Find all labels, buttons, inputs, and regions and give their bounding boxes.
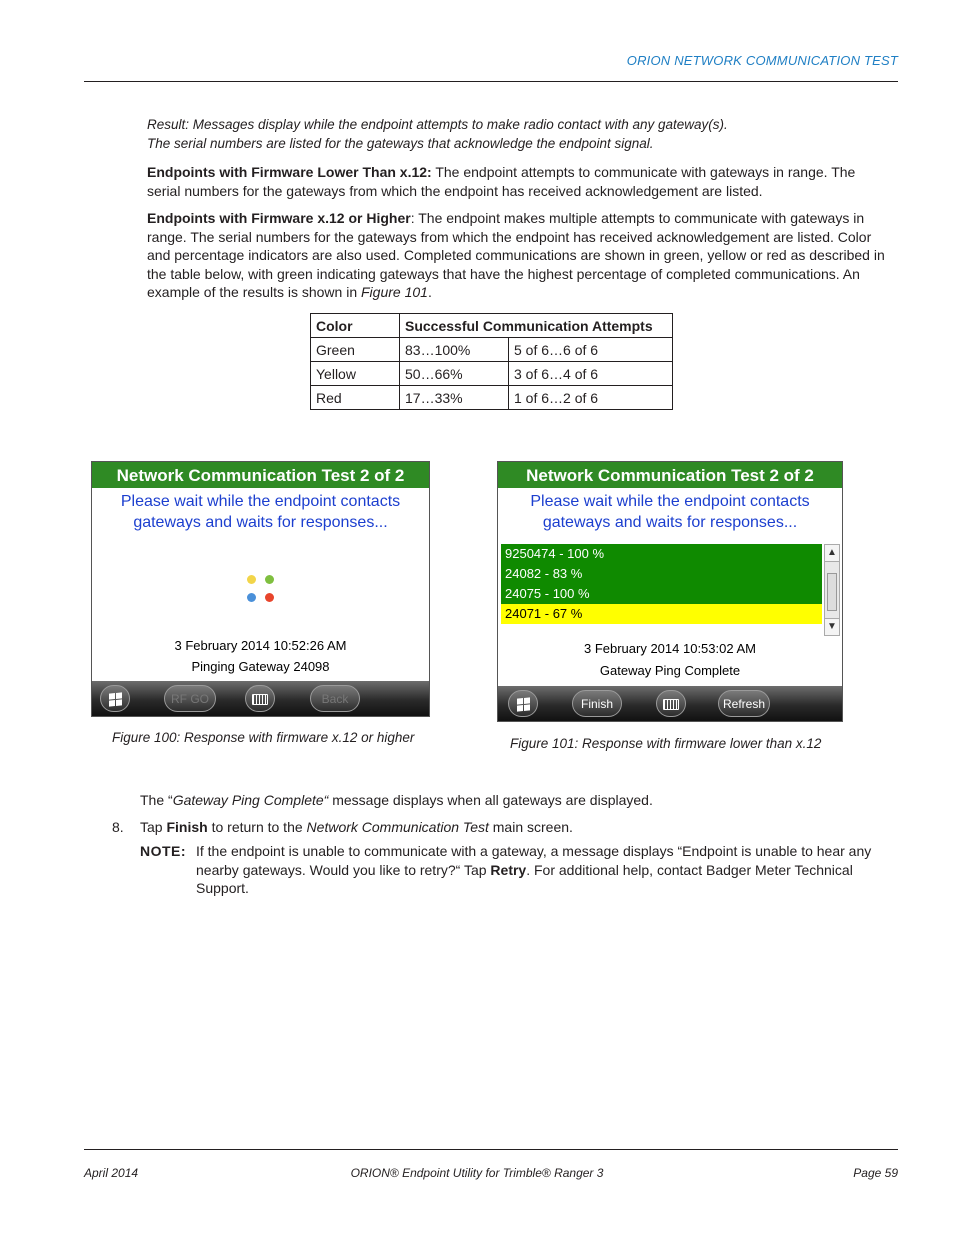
list-item[interactable]: 24071 - 67 % [501,604,822,624]
table-cell: 5 of 6…6 of 6 [509,338,673,362]
table-cell: Yellow [311,362,400,386]
start-button[interactable] [508,690,538,717]
table-cell: Red [311,386,400,410]
wait-line-2: gateways and waits for responses... [133,514,388,531]
note-retry: Retry [490,861,527,878]
gateway-complete-rest: message displays when all gateways are displayed. [328,792,653,808]
list-item[interactable]: 24075 - 100 % [501,584,822,604]
note-post: . For additional help, contact Badger Meter Technical Support. [196,861,853,897]
keyboard-icon [252,694,268,705]
progress-dot-yellow [247,575,256,584]
footer-rule [84,1149,898,1150]
datetime-text: 3 February 2014 10:53:02 AM [583,641,756,656]
progress-dot-green [265,575,274,584]
screen-title: Network Communication Test 2 of 2 [92,462,429,488]
windows-icon [109,693,122,707]
keyboard-button[interactable] [656,690,686,717]
taskbar [498,686,842,721]
start-button[interactable] [100,685,130,712]
wait-line-1: Please wait while the endpoint contacts [530,493,810,510]
datetime-text: 3 February 2014 10:52:26 AM [174,638,347,653]
list-item[interactable]: 9250474 - 100 % [501,544,822,564]
table-cell: 1 of 6…2 of 6 [509,386,673,410]
paragraph-firmware-higher [147,209,892,302]
paragraph-firmware-higher-heading: Endpoints with Firmware x.12 or Higher [147,210,411,226]
table-header-color: Color [311,314,400,338]
paragraph-firmware-lower-text: The endpoint attempts to communicate with gateways in range. The serial numbers for the gateways from which the endpoint has received acknowledgement are listed. [147,164,856,199]
note-label: NOTE: [140,843,187,859]
wait-message [498,491,842,533]
table-header-attempts: Successful Communication Attempts [400,314,673,338]
gateway-complete-label: Gateway Ping Complete“ [172,792,329,808]
table-cell: 3 of 6…4 of 6 [509,362,673,386]
step-number: 8. [112,819,124,835]
table-row [311,338,673,362]
note-pre: If the endpoint is unable to communicate with a gateway, a message displays “Endpoint is unable to hear any nearby gateways. Would you like to retry?“ Tap [196,843,872,878]
step-8-mid: to return to the [207,819,307,835]
step-8-post: main screen. [488,819,573,835]
paragraph-firmware-lower [147,163,892,200]
finish-button[interactable]: Finish [572,690,622,717]
figure-100-caption: Figure 100: Response with firmware x.12 or higher [112,730,415,745]
list-item[interactable]: 24082 - 83 % [501,564,822,584]
taskbar [92,681,429,716]
table-cell: 50…66% [400,362,509,386]
section-title: ORION NETWORK COMMUNICATION TEST [626,53,898,68]
figure-101-caption: Figure 101: Response with firmware lower than x.12 [510,736,822,751]
gateway-complete-text [140,791,653,810]
gateway-list[interactable] [501,544,822,624]
refresh-button[interactable]: Refresh [718,690,770,717]
rf-go-button[interactable]: RF GO [164,685,216,712]
wait-line-2: gateways and waits for responses... [542,514,798,531]
status-text: Pinging Gateway 24098 [191,659,330,674]
color-table [310,313,673,410]
table-header-row [311,314,673,338]
step-8-finish: Finish [166,819,208,835]
keyboard-icon [663,699,679,710]
step-8-pre: Tap [140,819,167,835]
table-cell: 83…100% [400,338,509,362]
table-cell: 17…33% [400,386,509,410]
back-button[interactable]: Back [310,685,360,712]
keyboard-button[interactable] [245,685,275,712]
step-8-screen-name: Network Communication Test [306,819,489,835]
chevron-down-icon[interactable]: ▼ [825,618,839,635]
figure-reference: Figure 101 [361,284,428,301]
result-text [147,116,892,153]
wait-message [92,491,429,533]
quote-open: The “ [140,792,173,808]
result-line-2: The serial numbers are listed for the gateways that acknowledge the endpoint signal. [147,135,654,151]
progress-dot-red [265,593,274,602]
note-text [196,842,886,898]
screen-title: Network Communication Test 2 of 2 [498,462,842,488]
paragraph-firmware-lower-heading: Endpoints with Firmware Lower Than x.12: [147,164,432,180]
footer-title: ORION® Endpoint Utility for Trimble® Ranger 3 [350,1166,604,1180]
paragraph-firmware-higher-text: : The endpoint makes multiple attempts to communicate with gateways in range. The serial numbers for the gateways from which the endpoint has received acknowledgement are listed. Color and percentage indicators are also used. Completed communications are shown in green, yellow or red as described in the table below, with green indicating gateways that have the highest percentage of completed communications. An example of the results is shown in [147,210,885,301]
paragraph-end: . [427,284,432,301]
chevron-up-icon[interactable]: ▲ [825,545,839,562]
page-number: Page 59 [853,1166,898,1180]
step-8-text [140,818,573,837]
header-rule [84,81,898,82]
table-cell: Green [311,338,400,362]
scroll-thumb[interactable] [827,573,837,611]
scrollbar[interactable] [824,544,840,636]
figure-100-screenshot [91,461,430,717]
wait-line-1: Please wait while the endpoint contacts [120,493,401,510]
result-line-1: Result: Messages display while the endpoint attempts to make radio contact with any gateway(s). [147,117,728,132]
footer-date: April 2014 [84,1166,139,1180]
status-text: Gateway Ping Complete [599,663,741,678]
progress-dot-blue [247,593,256,602]
windows-icon [517,698,530,712]
table-row [311,386,673,410]
table-row [311,362,673,386]
figure-101-screenshot [497,461,843,722]
